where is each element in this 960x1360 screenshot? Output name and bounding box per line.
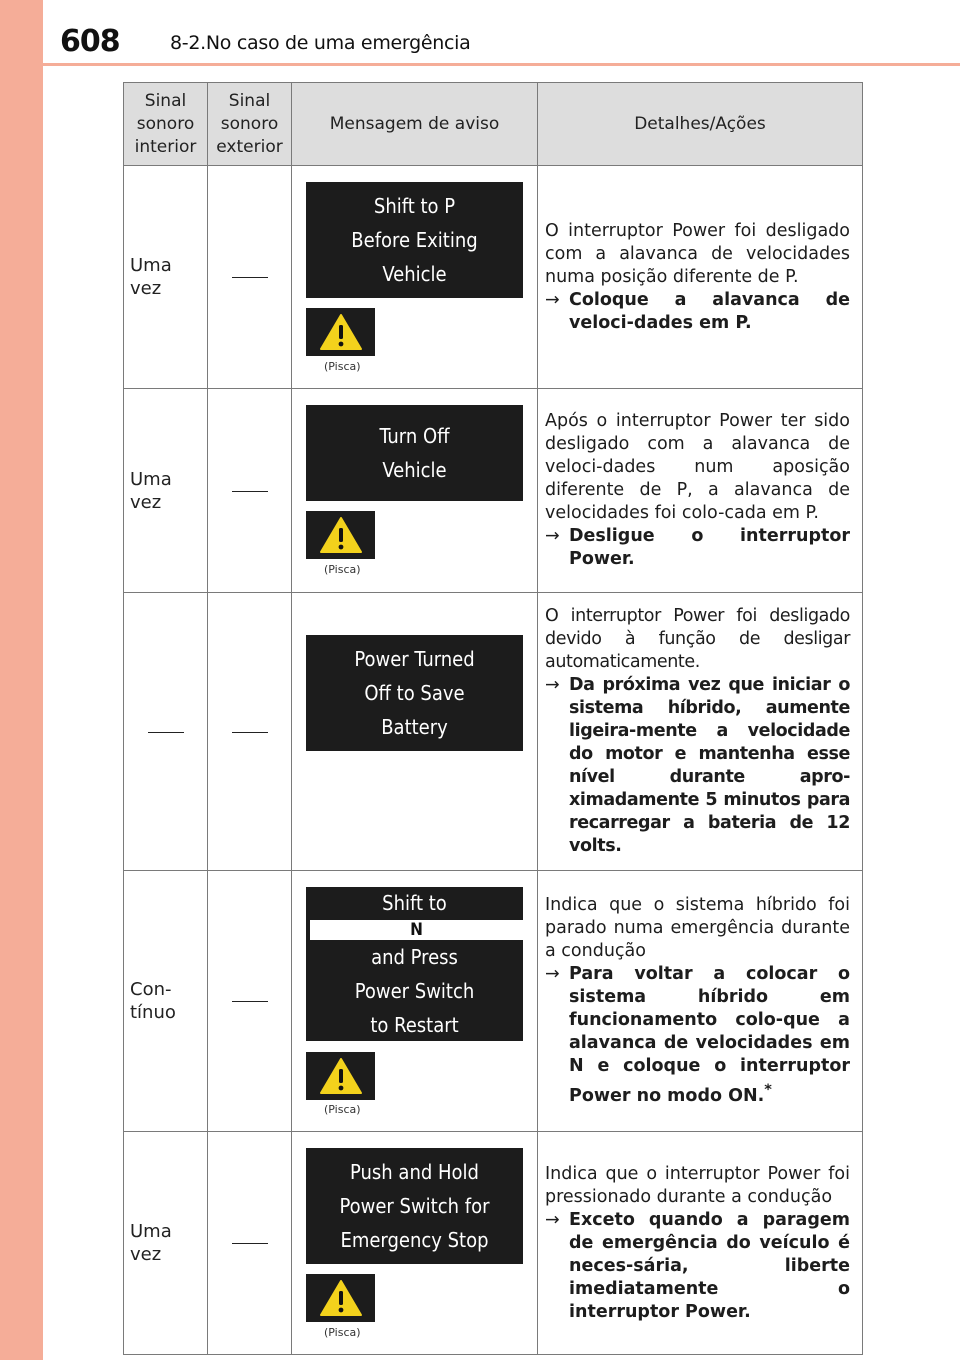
details-cell <box>538 1132 863 1355</box>
details-cell <box>538 593 863 871</box>
warning-display <box>306 1148 523 1264</box>
action-text <box>569 963 850 1108</box>
action-line <box>545 1209 850 1324</box>
action-line <box>545 525 850 571</box>
details-cell <box>538 166 863 389</box>
warning-triangle-icon <box>306 308 375 356</box>
header-message: Mensagem de aviso <box>292 83 538 166</box>
side-accent-strip <box>0 0 43 1360</box>
warning-message-cell <box>292 871 538 1132</box>
details-text: O interruptor Power foi desligado com a alavanca de velocidades numa posição diferente de P. <box>545 220 850 287</box>
display-line: Push and Hold <box>350 1160 479 1184</box>
details-text: Após o interruptor Power ter sido desligado com a alavanca de veloci-dades num aposição diferente de P, a alavanca de velocidades foi colo-cada em P. <box>545 411 850 523</box>
arrow-icon: → <box>545 1209 560 1230</box>
table-row <box>124 1132 863 1355</box>
header-details: Detalhes/Ações <box>538 83 863 166</box>
display-line: Off to Save <box>364 681 465 705</box>
warning-display <box>306 887 523 1041</box>
display-line: Power Switch <box>354 979 475 1003</box>
display-line: and Press <box>371 945 458 969</box>
interior-beep <box>124 593 208 871</box>
display-line: Shift to P <box>373 194 456 218</box>
details-cell <box>538 871 863 1132</box>
display-line: Battery <box>381 715 448 739</box>
blink-label: (Pisca) <box>324 1103 361 1116</box>
blink-label: (Pisca) <box>324 563 361 576</box>
display-line: Turn Off <box>379 424 450 448</box>
table-row <box>124 166 863 389</box>
action-line <box>545 289 850 335</box>
warning-message-cell <box>292 166 538 389</box>
interior-beep: Uma vez <box>124 389 208 593</box>
header-interior: Sinal sonoro interior <box>124 83 208 166</box>
section-title: 8-2.No caso de uma emergência <box>170 32 471 54</box>
table-header-row <box>124 83 863 166</box>
details-text: O interruptor Power foi desligado devido à função de desligar automaticamente. <box>545 606 850 672</box>
header-rule <box>43 63 960 66</box>
warning-message-cell <box>292 593 538 871</box>
display-line: Before Exiting <box>351 228 478 252</box>
page-number: 608 <box>60 24 120 59</box>
table-row <box>124 871 863 1132</box>
arrow-icon: → <box>545 289 560 310</box>
interior-beep: Uma vez <box>124 1132 208 1355</box>
display-line: Emergency Stop <box>340 1228 489 1252</box>
interior-beep: Con-tínuo <box>124 871 208 1132</box>
display-line: to Restart <box>370 1013 459 1037</box>
action-text: Desligue o interruptor Power. <box>569 526 850 569</box>
action-text: Exceto quando a paragem de emergência do veículo é neces-sária, liberte imediatamente o interruptor Power. <box>569 1209 850 1322</box>
display-line: Vehicle <box>382 458 447 482</box>
arrow-icon: → <box>545 964 560 985</box>
details-cell <box>538 389 863 593</box>
display-line <box>306 886 523 940</box>
warning-triangle-icon <box>306 511 375 559</box>
action-line <box>545 674 850 858</box>
exterior-beep <box>208 593 292 871</box>
display-line: Power Switch for <box>339 1194 490 1218</box>
interior-beep: Uma vez <box>124 166 208 389</box>
blink-label: (Pisca) <box>324 360 361 373</box>
warning-table <box>123 82 863 1355</box>
blink-label: (Pisca) <box>324 1326 361 1339</box>
action-text: Da próxima vez que iniciar o sistema híbrido, aumente ligeira-mente a velocidade do motor e mantenha esse nível durante apro-ximadamente 5 minutos para recarregar a bateria de 12 volts. <box>569 675 850 856</box>
display-line: Power Turned <box>354 647 475 671</box>
warning-message-cell <box>292 1132 538 1355</box>
warning-display <box>306 182 523 298</box>
arrow-icon: → <box>545 675 560 695</box>
table-row <box>124 389 863 593</box>
exterior-beep <box>208 166 292 389</box>
footnote-mark: * <box>764 1081 772 1099</box>
arrow-icon: → <box>545 526 560 546</box>
warning-triangle-icon <box>306 1274 375 1322</box>
action-line <box>545 963 850 1108</box>
display-line-text: Shift to <box>382 891 447 915</box>
gear-n-badge: N <box>310 920 523 940</box>
warning-message-cell <box>292 389 538 593</box>
exterior-beep <box>208 871 292 1132</box>
warning-triangle-icon <box>306 1052 375 1100</box>
warning-display <box>306 635 523 751</box>
warning-display <box>306 405 523 501</box>
action-text-body: Para voltar a colocar o sistema híbrido em funcionamento colo-que a alavanca de velocidades em N e coloque o interruptor Power no modo ON. <box>569 964 850 1106</box>
details-text: Indica que o sistema híbrido foi parado numa emergência durante a condução <box>545 895 850 962</box>
header-exterior: Sinal sonoro exterior <box>208 83 292 166</box>
display-line: Vehicle <box>382 262 447 286</box>
exterior-beep <box>208 1132 292 1355</box>
table-row <box>124 593 863 871</box>
details-text: Indica que o interruptor Power foi pressionado durante a condução <box>545 1163 850 1207</box>
exterior-beep <box>208 389 292 593</box>
action-text: Coloque a alavanca de veloci-dades em P. <box>569 289 850 333</box>
